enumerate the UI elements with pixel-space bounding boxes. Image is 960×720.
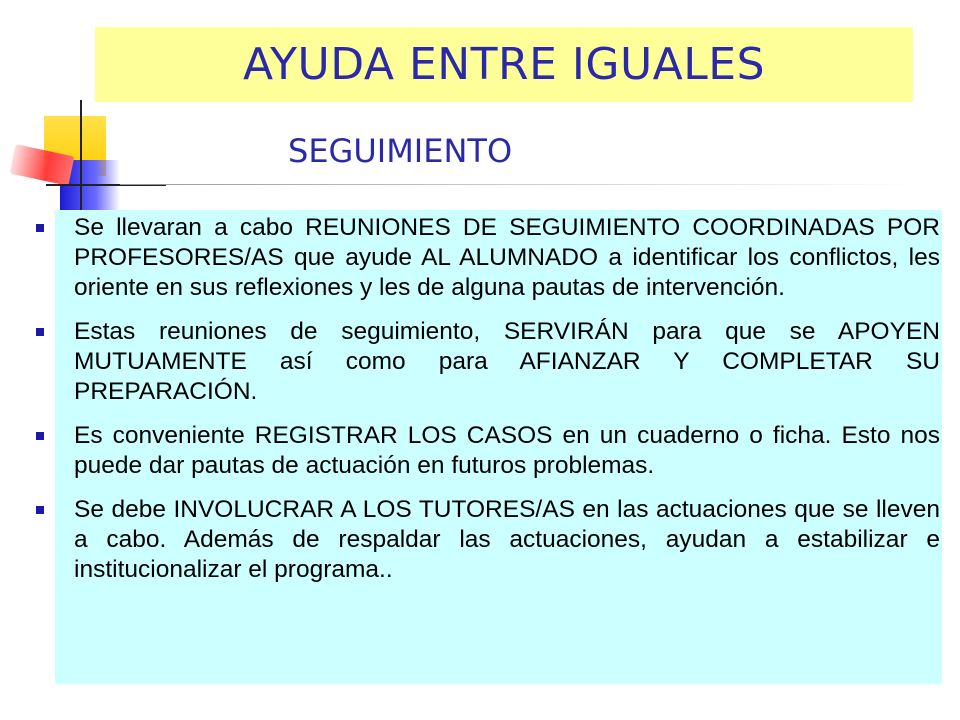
bullet-text: Se debe INVOLUCRAR A LOS TUTORES/AS en las actuaciones que se lleven a cabo. Además de respaldar las actuaciones, ayudan a estabilizar e institucionalizar el programa.. (74, 496, 940, 583)
header-divider (120, 184, 920, 185)
square-bullet-icon (36, 506, 44, 514)
bullet-list (30, 213, 940, 599)
square-bullet-icon (36, 328, 44, 336)
square-bullet-icon (36, 224, 44, 232)
logo-vertical-line (80, 100, 82, 210)
bullet-text: Estas reuniones de seguimiento, SERVIRÁN para que se APOYEN MUTUAMENTE así como para AFIANZAR Y COMPLETAR SU PREPARACIÓN. (74, 318, 940, 405)
bullet-item (30, 495, 940, 585)
square-bullet-icon (36, 432, 44, 440)
page-title: AYUDA ENTRE IGUALES (242, 39, 766, 90)
bullet-text: Es conveniente REGISTRAR LOS CASOS en un cuaderno o ficha. Esto nos puede dar pautas de actuación en futuros problemas. (74, 422, 940, 479)
bullet-item (30, 213, 940, 303)
bullet-item (30, 421, 940, 481)
bullet-item (30, 317, 940, 407)
title-banner (95, 27, 913, 102)
bullet-text: Se llevaran a cabo REUNIONES DE SEGUIMIENTO COORDINADAS POR PROFESORES/AS que ayude AL ALUMNADO a identificar los conflictos, les oriente en sus reflexiones y les de alguna pautas de intervención. (74, 214, 940, 301)
subtitle: SEGUIMIENTO (288, 132, 513, 170)
